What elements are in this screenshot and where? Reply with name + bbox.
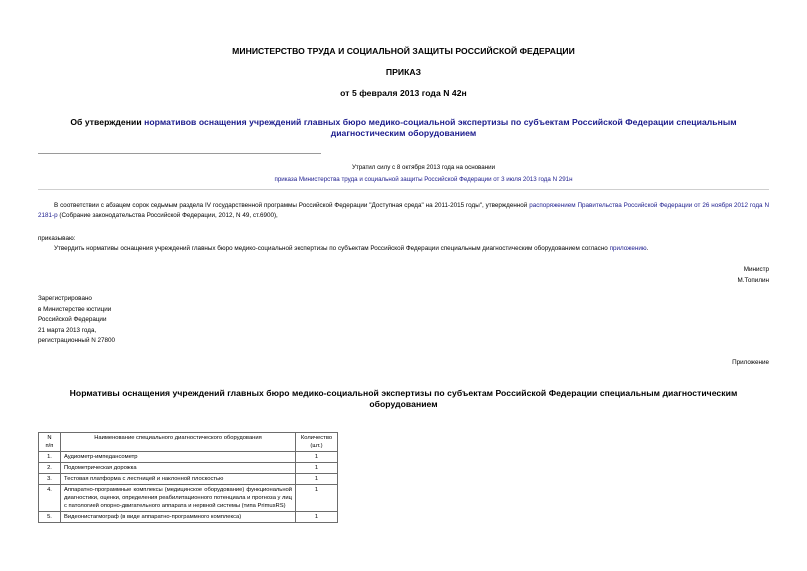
row-number: 4. [39, 485, 61, 512]
appendix-link[interactable]: приложению [609, 245, 647, 252]
table-row [39, 474, 338, 485]
status-divider [38, 189, 769, 190]
row-quantity: 1 [296, 452, 338, 463]
registration-line: в Министерстве юстиции [38, 305, 112, 313]
preamble-paragraph [38, 201, 769, 221]
doc-type-heading: ПРИКАЗ [385, 67, 422, 77]
header-quantity: Количество (шт.) [296, 433, 338, 452]
order-paragraph [38, 244, 769, 254]
row-quantity: 1 [296, 474, 338, 485]
header-number: N п/п [39, 433, 61, 452]
header-name: Наименование специального диагностического оборудования [61, 433, 296, 452]
table-row [39, 512, 338, 523]
registration-line: Зарегистрировано [38, 295, 92, 302]
appendix-title: Нормативы оснащения учреждений главных бюро медико-социальной экспертизы по субъектам Российской Федерации специальным диагностическим оборудованием [69, 388, 738, 409]
registration-line: регистрационный N 27800 [38, 337, 116, 344]
decree-link[interactable]: распоряжением Правительства Российской Федерации от 26 ноября 2012 года N 2181-р [38, 202, 769, 219]
registration-block [38, 294, 115, 347]
row-quantity: 1 [296, 512, 338, 523]
order-word: приказываю: [38, 235, 76, 242]
order-text-end: . [646, 245, 649, 252]
status-note-line: Утратил силу с 8 октября 2013 года на основании [351, 164, 496, 171]
table-row [39, 485, 338, 512]
registration-line: 21 марта 2013 года, [38, 326, 97, 334]
preamble-text: В соответствии с абзацем сорок седьмым раздела IV государственной программы Российской Федерации "Доступная среда" на 2011-2015 годы", утвержденной [54, 202, 530, 209]
title-link[interactable]: нормативов оснащения учреждений главных бюро медико-социальной экспертизы по субъектам Российской Федерации специальным диагностическим оборудованием [144, 117, 737, 138]
signature-name: М.Топилин [737, 277, 769, 284]
preamble-text-end: (Собрание законодательства Российской Федерации, 2012, N 49, ст.6900), [57, 212, 278, 219]
row-name: Видеонистагмограф (в виде аппаратно-программного комплекса) [61, 512, 296, 523]
row-quantity: 1 [296, 485, 338, 512]
status-note-link[interactable]: приказа Министерства труда и социальной защиты Российской Федерации от 3 июля 2013 года N 291н [274, 176, 573, 183]
row-number: 2. [39, 463, 61, 474]
row-number: 3. [39, 474, 61, 485]
ministry-heading: МИНИСТЕРСТВО ТРУДА И СОЦИАЛЬНОЙ ЗАЩИТЫ РОССИЙСКОЙ ФЕДЕРАЦИИ [232, 46, 575, 56]
signature-position: Министр [743, 266, 769, 273]
row-name: Аудиометр-импедансометр [61, 452, 296, 463]
appendix-label: Приложение [732, 359, 769, 366]
title-prefix: Об утверждении [70, 117, 145, 127]
row-number: 1. [39, 452, 61, 463]
table-row [39, 463, 338, 474]
row-number: 5. [39, 512, 61, 523]
title-divider [38, 153, 321, 154]
registration-line: Российской Федерации [38, 316, 107, 323]
table-header-row [39, 433, 338, 452]
row-quantity: 1 [296, 463, 338, 474]
order-date-number: от 5 февраля 2013 года N 42н [340, 88, 467, 98]
row-name: Аппаратно-программные комплексы (медицинское оборудование) функциональной диагностики, оценки, определения реабилитационного потенциала и прогноза у лиц с патологией опорно-двигательного аппарата и нервной системы (типа PrimusRS) [61, 485, 296, 512]
row-name: Тестовая платформа с лестницей и наклонной плоскостью [61, 474, 296, 485]
document-title [60, 117, 747, 139]
equipment-table [38, 432, 338, 523]
order-text: Утвердить нормативы оснащения учреждений главных бюро медико-социальной экспертизы по субъектам Российской Федерации специальным диагностическим оборудованием согласно [54, 245, 610, 252]
row-name: Подометрическая дорожка [61, 463, 296, 474]
table-row [39, 452, 338, 463]
